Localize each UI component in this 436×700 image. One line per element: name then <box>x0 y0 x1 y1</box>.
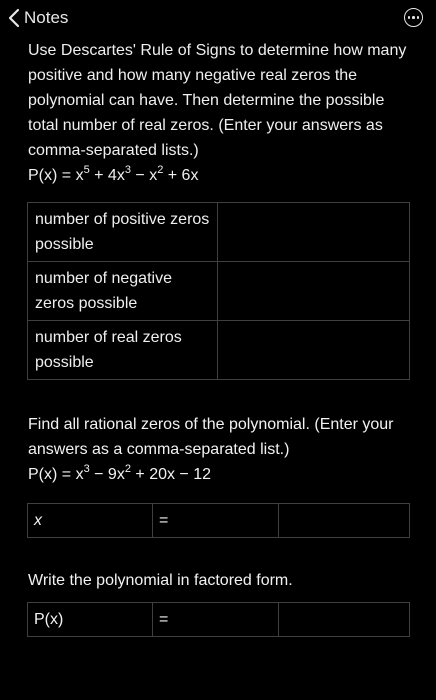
factored-form-input[interactable] <box>279 603 410 637</box>
factored-form-table <box>27 602 410 637</box>
table-row <box>28 603 410 637</box>
equals-sign: = <box>153 504 279 538</box>
rational-zeros-table <box>27 503 410 538</box>
positive-zeros-input[interactable] <box>218 203 410 262</box>
polynomial-label: P(x) <box>28 603 153 637</box>
negative-zeros-input[interactable] <box>218 262 410 321</box>
question-1-polynomial: $P(x) = x^5 + 4x^3 - x^2 + 6x$ <box>28 164 199 184</box>
back-button[interactable] <box>8 6 68 30</box>
question-3-instructions: Write the polynomial in factored form. <box>28 572 293 589</box>
question-2 <box>28 412 412 488</box>
real-zeros-label: number of real zeros possible <box>28 321 218 380</box>
rational-zeros-input[interactable] <box>279 504 410 538</box>
descartes-answer-table <box>27 202 410 380</box>
table-row <box>28 504 410 538</box>
question-2-instructions: Find all rational zeros of the polynomial. (Enter your answers as a comma-separated list.) <box>28 416 394 458</box>
question-2-polynomial: $P(x) = x^3 - 9x^2 + 20x - 12$ <box>28 463 212 483</box>
real-zeros-input[interactable] <box>218 321 410 380</box>
navigation-bar <box>0 0 436 36</box>
question-1-instructions: Use Descartes' Rule of Signs to determine how many positive and how many negative real zeros the polynomial can have. Then determine the possible total number of real zeros. (Enter your answers as comma-separated lists.) <box>28 42 407 159</box>
chevron-left-icon <box>8 8 20 28</box>
negative-zeros-label: number of negative zeros possible <box>28 262 218 321</box>
question-1 <box>28 38 412 189</box>
more-icon[interactable] <box>404 8 423 27</box>
positive-zeros-label: number of positive zeros possible <box>28 203 218 262</box>
variable-label: x <box>28 504 153 538</box>
table-row <box>28 262 410 321</box>
table-row <box>28 321 410 380</box>
equals-sign: = <box>153 603 279 637</box>
back-label: Notes <box>24 8 69 27</box>
table-row <box>28 203 410 262</box>
